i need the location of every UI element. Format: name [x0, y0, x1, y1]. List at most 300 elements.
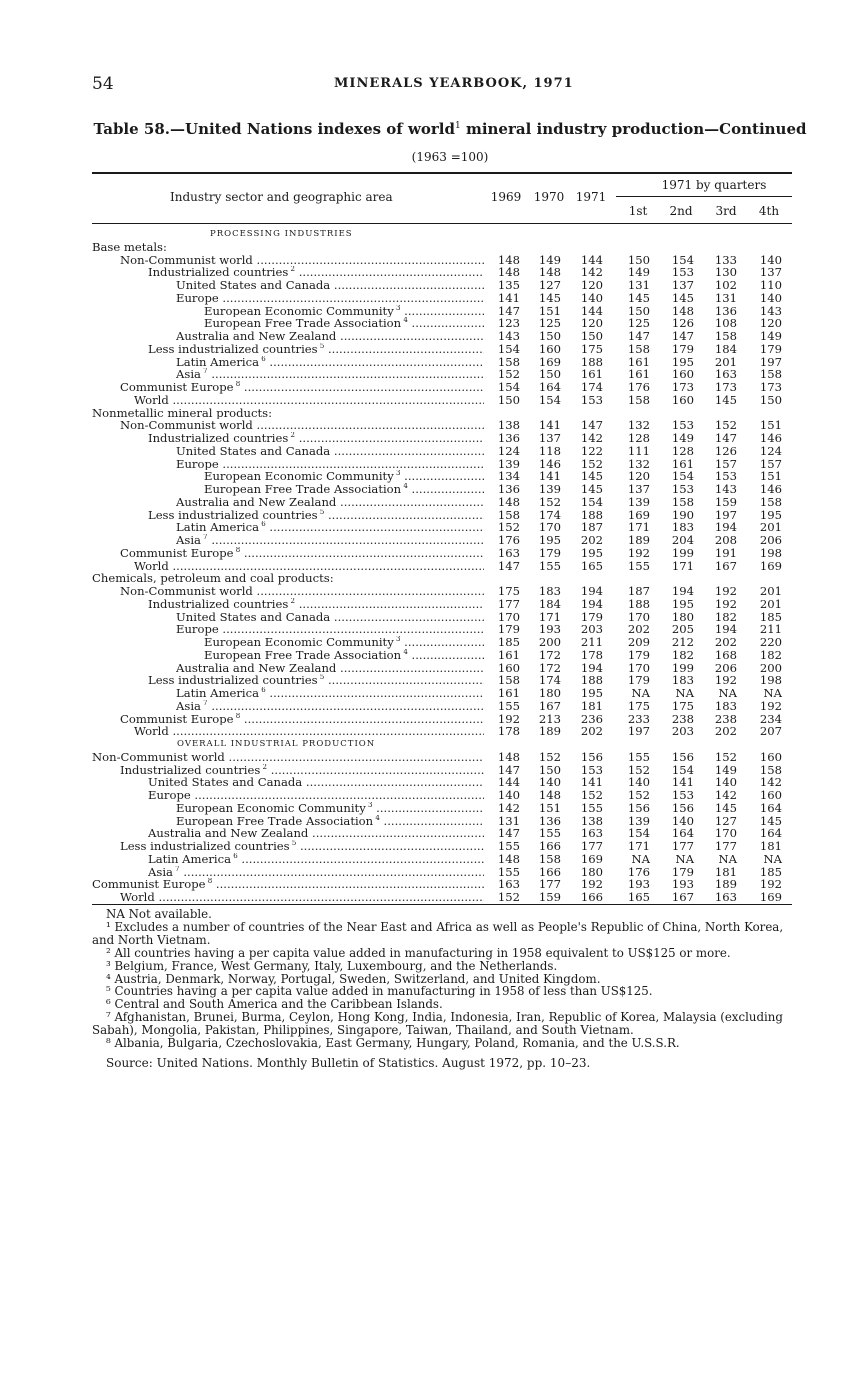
cell-value: 169 — [580, 851, 603, 866]
cell-value: 124 — [759, 443, 782, 458]
row-label-text: United States and Canada — [176, 279, 331, 292]
footnote-ref: 7 — [200, 699, 208, 707]
row-label-text: PROCESSING INDUSTRIES — [210, 229, 353, 239]
row-label-text: Non-Communist world — [120, 253, 253, 267]
cell-value: 195 — [759, 507, 782, 522]
cell-value: 181 — [714, 864, 737, 879]
cell-value: 198 — [759, 545, 782, 560]
cell-value: 158 — [497, 354, 520, 369]
cell-value: 178 — [497, 724, 520, 739]
cell-value: 161 — [627, 354, 650, 369]
cell-value: 142 — [580, 265, 603, 280]
cell-value: 152 — [627, 788, 650, 802]
table-row — [0, 738, 841, 751]
footnote-ref: 7 — [200, 534, 208, 542]
cell-value: 176 — [497, 533, 520, 547]
cell-value: 236 — [580, 711, 603, 726]
row-label-text: European Free Trade Association — [204, 648, 402, 662]
table-bottom-rule — [92, 904, 792, 905]
cell-value: 146 — [759, 482, 782, 496]
cell-value: 200 — [538, 635, 561, 649]
cell-value: 118 — [538, 443, 561, 458]
cell-value: 193 — [538, 622, 561, 637]
cell-value: 153 — [714, 469, 737, 484]
row-label — [134, 560, 484, 573]
cell-value: 190 — [671, 507, 694, 522]
cell-value: 136 — [538, 813, 561, 828]
cell-value: 201 — [714, 354, 737, 369]
cell-value: 194 — [580, 596, 603, 611]
row-label-text: Asia — [148, 865, 173, 879]
row-label — [120, 381, 484, 394]
row-label-text: World — [134, 725, 169, 738]
cell-value: 166 — [538, 839, 561, 853]
cell-value: 208 — [714, 533, 737, 547]
cell-value: 155 — [497, 698, 520, 713]
row-label — [176, 687, 484, 700]
row-label-text: Europe — [176, 291, 219, 305]
cell-value: 128 — [627, 431, 650, 445]
cell-value: 194 — [714, 622, 737, 637]
cell-value: 171 — [538, 609, 561, 624]
row-label — [92, 407, 272, 420]
cell-value: 187 — [627, 584, 650, 598]
table-title-rest: mineral industry production—Continued — [460, 120, 807, 138]
cell-value: 147 — [714, 431, 737, 445]
cell-value: 150 — [538, 367, 561, 382]
row-label — [204, 483, 484, 496]
cell-value: 166 — [538, 864, 561, 879]
cell-value: 143 — [759, 303, 782, 318]
cell-value: 147 — [497, 762, 520, 777]
cell-value: 146 — [538, 456, 561, 471]
cell-value: 169 — [538, 354, 561, 369]
row-label — [176, 496, 484, 509]
cell-value: 189 — [538, 724, 561, 739]
table-row — [0, 343, 841, 356]
cell-value: 188 — [580, 507, 603, 522]
cell-value: 152 — [538, 494, 561, 509]
footnote-ref: 7 — [200, 368, 208, 376]
cell-value: 175 — [580, 341, 603, 356]
running-head: MINERALS YEARBOOK, 1971 — [334, 76, 574, 91]
cell-value: 193 — [627, 877, 650, 892]
row-label-text: Chemicals, petroleum and coal products: — [92, 572, 334, 585]
footnote-ref: 8 — [233, 381, 241, 389]
cell-value: 197 — [627, 724, 650, 739]
row-label — [120, 840, 484, 853]
cell-value: 157 — [714, 456, 737, 471]
footnote: ⁵ Countries having a per capita value added in manufacturing in 1958 of less than US$125. — [106, 984, 653, 999]
cell-value: 128 — [671, 443, 694, 458]
cell-value: 153 — [580, 762, 603, 777]
cell-value: 179 — [671, 341, 694, 356]
cell-value: 192 — [580, 877, 603, 892]
cell-value: 127 — [714, 813, 737, 828]
cell-value: 171 — [627, 520, 650, 535]
cell-value: 182 — [714, 609, 737, 624]
cell-value: 188 — [580, 673, 603, 688]
cell-value: 156 — [671, 800, 694, 815]
cell-value: 185 — [497, 635, 520, 649]
cell-value: 136 — [497, 431, 520, 445]
row-label-text: Asia — [176, 699, 201, 713]
header-year-1970: 1970 — [533, 190, 565, 204]
cell-value: 172 — [538, 660, 561, 675]
cell-value: 238 — [714, 711, 737, 726]
footnote-ref: 3 — [393, 470, 401, 478]
row-label-text: World — [120, 891, 155, 904]
row-label-text: Communist Europe — [120, 712, 234, 726]
cell-value: 154 — [580, 494, 603, 509]
row-label-text: Less industrialized countries — [148, 674, 318, 687]
cell-value: 165 — [627, 890, 650, 904]
cell-value: 177 — [714, 839, 737, 853]
cell-value: 160 — [538, 341, 561, 356]
row-label — [120, 764, 484, 777]
cell-value: 161 — [671, 456, 694, 471]
cell-value: 168 — [714, 647, 737, 662]
footnote-ref: 6 — [259, 355, 266, 363]
cell-value: 176 — [627, 380, 650, 394]
cell-value: 161 — [580, 367, 603, 382]
cell-value: 202 — [714, 724, 737, 739]
cell-value: 183 — [671, 520, 694, 535]
footnote-ref: 4 — [401, 483, 408, 491]
cell-value: 164 — [759, 800, 782, 815]
row-label-text: Europe — [148, 789, 191, 802]
cell-value: 137 — [538, 431, 561, 445]
cell-value: 166 — [580, 890, 603, 904]
cell-value: 139 — [497, 456, 520, 471]
cell-value: 156 — [671, 749, 694, 764]
cell-value: 148 — [497, 494, 520, 509]
row-label — [204, 317, 484, 330]
cell-value: 154 — [627, 826, 650, 841]
row-label — [176, 815, 484, 828]
row-label-text: European Free Trade Association — [176, 814, 374, 828]
cell-value: 151 — [538, 303, 561, 318]
cell-value: 169 — [759, 558, 782, 573]
cell-value: 155 — [497, 864, 520, 879]
header-quarters-rule — [616, 196, 792, 197]
cell-value: 146 — [759, 431, 782, 445]
row-label — [176, 292, 484, 305]
footnote: ⁸ Albania, Bulgaria, Czechoslovakia, East Germany, Hungary, Poland, Romania, and the U.S.S.R. — [106, 1036, 680, 1051]
table-title — [70, 120, 830, 138]
row-label — [120, 891, 484, 904]
row-label — [176, 279, 484, 292]
row-label — [148, 789, 484, 802]
cell-value: 152 — [497, 520, 520, 535]
table-row — [0, 853, 841, 866]
cell-value: 111 — [627, 443, 650, 458]
cell-value: 136 — [497, 482, 520, 496]
row-label-text: Latin America — [148, 852, 232, 866]
row-label-text: United States and Canada — [148, 776, 303, 789]
table-row — [0, 279, 841, 292]
cell-value: 156 — [627, 800, 650, 815]
cell-value: 122 — [580, 443, 603, 458]
table-row — [0, 228, 841, 241]
footnote-ref: 2 — [288, 266, 296, 274]
cell-value: 209 — [627, 635, 650, 649]
cell-value: 187 — [580, 520, 603, 535]
footnote: ⁷ Afghanistan, Brunei, Burma, Ceylon, Hong Kong, India, Indonesia, Iran, Republic of Korea, Malaysia (excluding Sabah), Mongolia, Pakistan, Philippines, Singapore, Taiwan, Thailand, and South Vietnam. — [92, 1010, 783, 1038]
cell-value: 183 — [671, 673, 694, 688]
row-label — [92, 572, 334, 585]
row-label-text: Non-Communist world — [120, 419, 253, 432]
footnote-ref: 2 — [288, 597, 296, 605]
row-label-text: Industrialized countries — [148, 266, 289, 279]
row-label — [92, 241, 167, 254]
cell-value: 120 — [627, 469, 650, 484]
cell-value: 158 — [538, 851, 561, 866]
row-label-text: Communist Europe — [92, 878, 206, 891]
row-label — [148, 853, 484, 866]
table-row — [0, 560, 841, 573]
cell-value: 149 — [759, 329, 782, 343]
cell-value: 120 — [759, 316, 782, 331]
cell-value: 150 — [580, 329, 603, 343]
cell-value: 153 — [671, 482, 694, 496]
row-label — [176, 662, 484, 675]
cell-value: 220 — [759, 635, 782, 649]
table-row — [0, 674, 841, 687]
cell-value: 163 — [714, 890, 737, 904]
footnote: ¹ Excludes a number of countries of the Near East and Africa as well as People's Republic of China, North Korea, and North Vietnam. — [92, 919, 784, 947]
cell-value: 192 — [714, 673, 737, 688]
cell-value: 145 — [580, 482, 603, 496]
row-label — [176, 356, 484, 369]
cell-value: 164 — [538, 380, 561, 394]
cell-value: NA — [675, 686, 694, 700]
row-label — [204, 470, 484, 483]
cell-value: 141 — [671, 775, 694, 790]
table-row — [0, 725, 841, 738]
cell-value: 151 — [538, 800, 561, 815]
cell-value: 213 — [538, 711, 561, 726]
cell-value: 164 — [759, 826, 782, 841]
row-label — [204, 636, 484, 649]
footnote: ² All countries having a per capita value added in manufacturing in 1958 equivalent to US$125 or more. — [106, 945, 731, 960]
row-label — [120, 713, 484, 726]
row-label-text: Communist Europe — [120, 381, 234, 394]
footnote-ref: 3 — [393, 304, 401, 312]
row-label-text: Latin America — [176, 355, 260, 369]
row-label — [92, 878, 484, 891]
cell-value: 131 — [627, 278, 650, 292]
cell-value: 155 — [627, 749, 650, 764]
cell-value: 126 — [714, 443, 737, 458]
cell-value: 197 — [714, 507, 737, 522]
cell-value: 158 — [627, 341, 650, 356]
row-label-text: World — [134, 393, 169, 407]
cell-value: 195 — [580, 545, 603, 560]
row-label-text: Europe — [176, 623, 219, 636]
cell-value: 125 — [627, 316, 650, 331]
cell-value: 150 — [538, 762, 561, 777]
cell-value: 180 — [580, 864, 603, 879]
cell-value: 194 — [580, 660, 603, 675]
row-label — [204, 649, 484, 662]
cell-value: 200 — [759, 660, 782, 675]
cell-value: 205 — [671, 622, 694, 637]
cell-value: 156 — [580, 749, 603, 764]
cell-value: 140 — [671, 813, 694, 828]
header-quarter-3rd: 3rd — [715, 204, 737, 218]
cell-value: 154 — [497, 380, 520, 394]
cell-value: 174 — [580, 380, 603, 394]
row-label-text: Nonmetallic mineral products: — [92, 406, 273, 420]
cell-value: 167 — [671, 890, 694, 904]
cell-value: 193 — [671, 877, 694, 892]
row-label-text: United States and Canada — [176, 610, 331, 624]
cell-value: NA — [631, 851, 650, 866]
cell-value: 148 — [671, 303, 694, 318]
cell-value: 161 — [497, 686, 520, 700]
cell-value: 191 — [714, 545, 737, 560]
cell-value: 192 — [759, 877, 782, 892]
cell-value: 175 — [627, 698, 650, 713]
cell-value: 183 — [714, 698, 737, 713]
row-label — [176, 534, 484, 547]
table-subtitle: (1963 =100) — [411, 150, 489, 164]
cell-value: 150 — [627, 252, 650, 267]
cell-value: 147 — [497, 558, 520, 573]
cell-value: 163 — [497, 545, 520, 560]
row-label — [204, 305, 484, 318]
footnote-ref: 6 — [231, 852, 238, 860]
row-label — [148, 432, 484, 445]
cell-value: 176 — [627, 864, 650, 879]
row-label — [148, 866, 484, 879]
footnote: ⁶ Central and South America and the Caribbean Islands. — [106, 997, 443, 1012]
cell-value: 144 — [497, 775, 520, 790]
row-label-text: Communist Europe — [120, 546, 234, 560]
table-row — [0, 802, 841, 815]
cell-value: 155 — [538, 826, 561, 841]
cell-value: 201 — [759, 596, 782, 611]
cell-value: 155 — [627, 558, 650, 573]
cell-value: 150 — [627, 303, 650, 318]
footnote: ³ Belgium, France, West Germany, Italy, Luxembourg, and the Netherlands. — [106, 958, 558, 973]
cell-value: 140 — [497, 788, 520, 802]
cell-value: 159 — [714, 494, 737, 509]
header-bottom-rule — [92, 223, 792, 224]
cell-value: 181 — [759, 839, 782, 853]
cell-value: 102 — [714, 278, 737, 292]
row-label-text: European Economic Community — [204, 636, 394, 649]
cell-value: 150 — [497, 392, 520, 407]
cell-value: 143 — [714, 482, 737, 496]
footnote-ref: 5 — [317, 674, 325, 682]
cell-value: 149 — [538, 252, 561, 267]
cell-value: 206 — [714, 660, 737, 675]
row-label — [177, 738, 375, 751]
cell-value: 144 — [580, 252, 603, 267]
cell-value: 138 — [497, 418, 520, 433]
cell-value: 120 — [580, 316, 603, 331]
cell-value: 155 — [580, 800, 603, 815]
cell-value: 160 — [759, 749, 782, 764]
cell-value: 169 — [627, 507, 650, 522]
cell-value: 160 — [497, 660, 520, 675]
header-quarters-group: 1971 by quarters — [661, 178, 767, 192]
cell-value: 185 — [759, 609, 782, 624]
footnotes — [92, 908, 792, 1050]
cell-value: 153 — [671, 788, 694, 802]
cell-value: 194 — [671, 584, 694, 598]
cell-value: 177 — [497, 596, 520, 611]
cell-value: 199 — [671, 660, 694, 675]
cell-value: 202 — [580, 533, 603, 547]
footnote: NA Not available. — [106, 907, 212, 921]
footnote-ref: 5 — [289, 840, 297, 848]
row-label — [148, 598, 484, 611]
cell-value: 158 — [759, 494, 782, 509]
row-label — [176, 611, 484, 624]
header-quarter-1st: 1st — [628, 204, 648, 218]
cell-value: 188 — [580, 354, 603, 369]
footnote-ref: 8 — [233, 546, 241, 554]
cell-value: 211 — [580, 635, 603, 649]
cell-value: 126 — [671, 316, 694, 331]
cell-value: 158 — [497, 507, 520, 522]
row-label-text: Less industrialized countries — [120, 840, 290, 853]
footnote-ref: 8 — [233, 712, 241, 720]
cell-value: 161 — [627, 367, 650, 382]
cell-value: 139 — [538, 482, 561, 496]
cell-value: 165 — [580, 558, 603, 573]
cell-value: 192 — [627, 545, 650, 560]
row-label — [134, 725, 484, 738]
cell-value: 140 — [538, 775, 561, 790]
cell-value: 175 — [671, 698, 694, 713]
row-label-text: European Economic Community — [204, 470, 394, 483]
cell-value: 178 — [580, 647, 603, 662]
cell-value: 131 — [497, 813, 520, 828]
row-label — [176, 700, 484, 713]
row-label — [210, 228, 353, 241]
cell-value: 152 — [580, 788, 603, 802]
cell-value: 145 — [538, 290, 561, 305]
cell-value: 195 — [580, 686, 603, 700]
cell-value: 148 — [538, 265, 561, 280]
cell-value: 142 — [580, 431, 603, 445]
cell-value: 147 — [671, 329, 694, 343]
cell-value: 123 — [497, 316, 520, 331]
cell-value: 170 — [497, 609, 520, 624]
cell-value: 179 — [671, 864, 694, 879]
cell-value: NA — [675, 851, 694, 866]
cell-value: 170 — [714, 826, 737, 841]
row-label — [176, 458, 484, 471]
row-label — [92, 751, 484, 764]
cell-value: 133 — [714, 252, 737, 267]
row-label-text: European Free Trade Association — [204, 317, 402, 330]
header-quarter-2nd: 2nd — [669, 204, 693, 218]
row-label-text: Industrialized countries — [120, 763, 261, 777]
cell-value: 234 — [759, 711, 782, 726]
footnote: ⁴ Austria, Denmark, Norway, Portugal, Sweden, Switzerland, and United Kingdom. — [106, 971, 601, 986]
cell-value: 154 — [671, 252, 694, 267]
row-label-text: World — [134, 559, 169, 573]
cell-value: 139 — [627, 813, 650, 828]
table-row — [0, 585, 841, 598]
cell-value: 201 — [759, 520, 782, 535]
row-label-text: Australia and New Zealand — [176, 330, 337, 343]
